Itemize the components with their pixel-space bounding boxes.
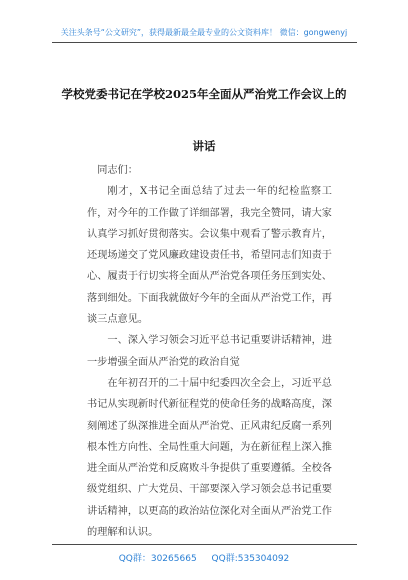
- header-banner: 关注头条号“公文研究”，获得最新最全最专业的公文资料库！ 微信：gongwenyj: [60, 28, 348, 37]
- body-paragraph: 刚才，X书记全面总结了过去一年的纪检监察工作，对今年的工作做了详细部署，我完全赞同，请大家认真学习抓好贯彻落实。会议集中观看了警示教育片，还现场递交了党风廉政建设责任书，希望同志们知责于心、履责于行切实将全面从严治党各项任务压到实处、落到细处。下面我就做好今年的全面从严治党工作，再谈三点意见。: [87, 186, 332, 326]
- footer: [0, 551, 408, 564]
- document-title: 学校党委书记在学校2025年全面从严治党工作会议上的讲话: [61, 87, 347, 153]
- footer-qq-group-1: QQ群：30265665: [118, 554, 197, 564]
- header-divider: [52, 42, 357, 43]
- footer-qq-group-2: QQ群:535304092: [211, 554, 290, 564]
- section-heading: 一、深入学习领会习近平总书记重要讲话精神，进一步增强全面从严治党的政治自觉: [87, 335, 332, 368]
- footer-divider: [52, 544, 357, 545]
- body-paragraph: 在年初召开的二十届中纪委四次全会上，习近平总书记从实现新时代新征程党的使命任务的战略高度，深刻阐述了纵深推进全面从严治党、正风肃纪反腐一系列根本性方向性、全局性重大问题，为在新征程上深入推进全面从严治党和反腐败斗争提供了重要遵循。全校各级党组织、广大党员、干部要深入学习领会总书记重要讲话精神，以更高的政治站位深化对全面从严治党工作的理解和认识。: [87, 377, 332, 539]
- salutation: 同志们：: [97, 165, 138, 176]
- document-body: [87, 160, 332, 543]
